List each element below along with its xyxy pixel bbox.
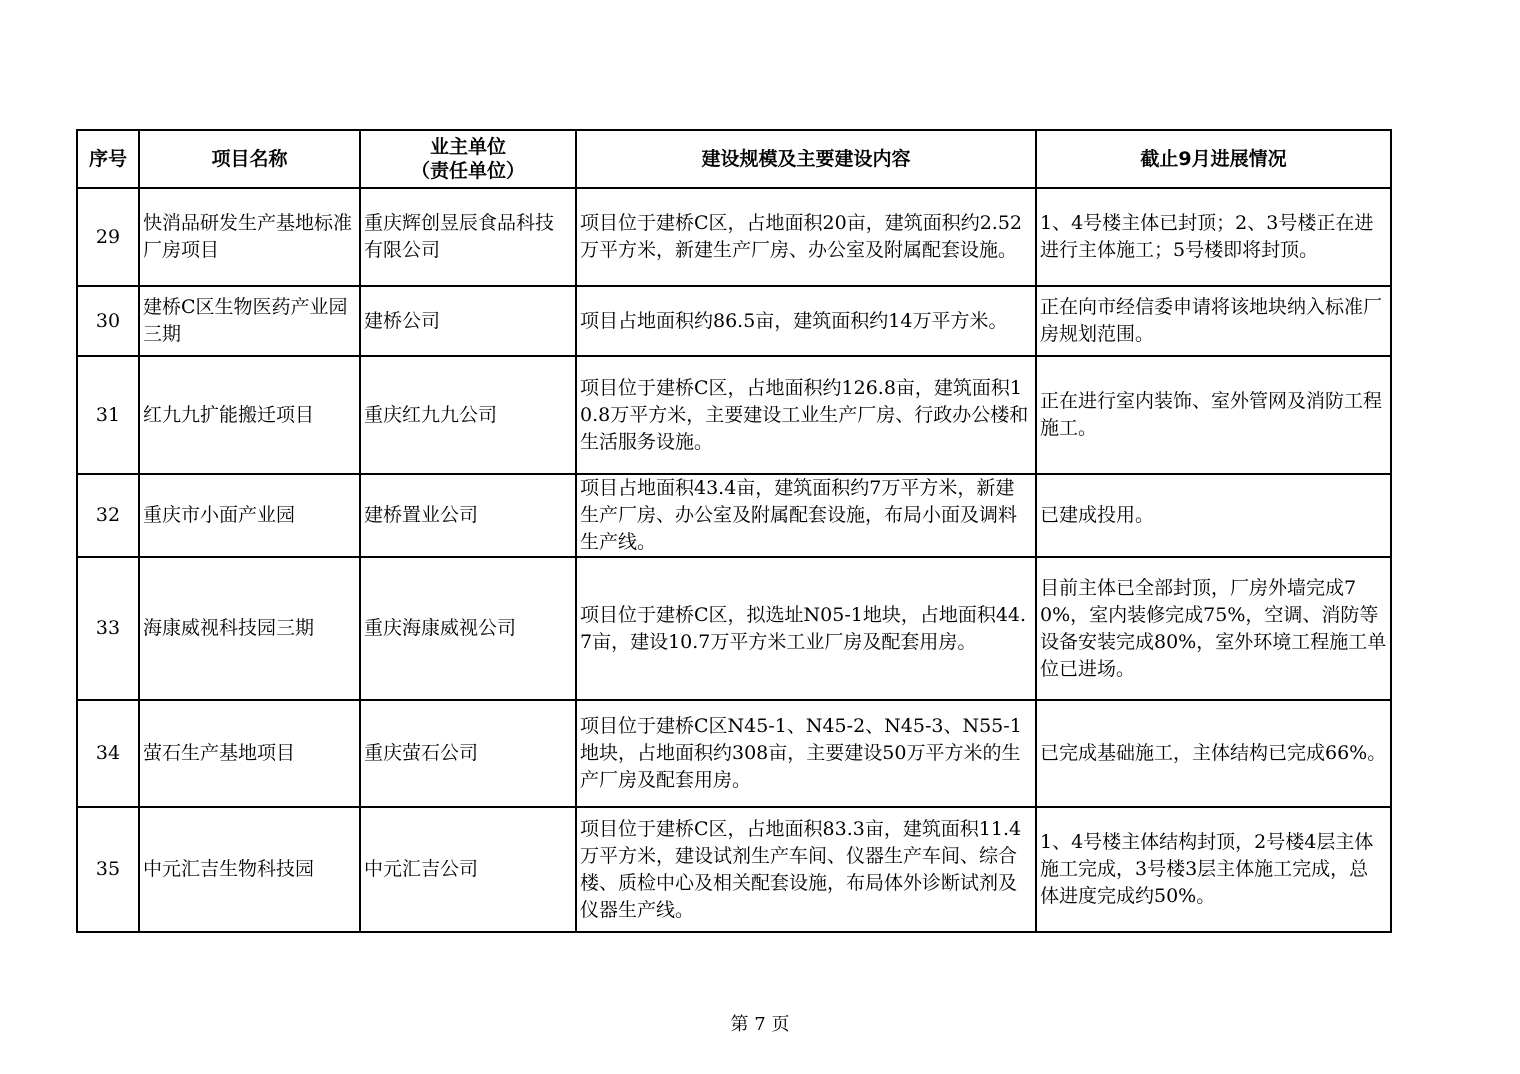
header-owner-line2: （责任单位） — [410, 160, 525, 182]
cell-scope: 项目位于建桥C区，占地面积20亩，建筑面积约2.52万平方米，新建生产厂房、办公室及附属配套设施。 — [576, 188, 1036, 286]
project-table — [76, 129, 1392, 933]
cell-seq: 31 — [77, 356, 139, 474]
cell-progress: 已完成基础施工，主体结构已完成66%。 — [1036, 700, 1391, 807]
cell-name: 建桥C区生物医药产业园三期 — [139, 286, 360, 356]
cell-name: 中元汇吉生物科技园 — [139, 807, 360, 932]
cell-name: 快消品研发生产基地标准厂房项目 — [139, 188, 360, 286]
table-row — [77, 356, 1391, 474]
cell-scope: 项目位于建桥C区，占地面积约126.8亩，建筑面积10.8万平方米，主要建设工业生产厂房、行政办公楼和生活服务设施。 — [576, 356, 1036, 474]
cell-progress: 正在进行室内装饰、室外管网及消防工程施工。 — [1036, 356, 1391, 474]
cell-seq: 35 — [77, 807, 139, 932]
header-scope: 建设规模及主要建设内容 — [576, 130, 1036, 188]
page-number: 第 7 页 — [730, 1014, 790, 1035]
cell-owner: 重庆萤石公司 — [360, 700, 576, 807]
cell-name: 重庆市小面产业园 — [139, 474, 360, 557]
cell-scope: 项目占地面积约86.5亩，建筑面积约14万平方米。 — [576, 286, 1036, 356]
table-row — [77, 286, 1391, 356]
cell-progress: 已建成投用。 — [1036, 474, 1391, 557]
cell-owner: 重庆海康威视公司 — [360, 557, 576, 700]
cell-seq: 30 — [77, 286, 139, 356]
cell-progress: 正在向市经信委申请将该地块纳入标准厂房规划范围。 — [1036, 286, 1391, 356]
header-name: 项目名称 — [139, 130, 360, 188]
cell-seq: 33 — [77, 557, 139, 700]
header-row — [77, 130, 1391, 188]
cell-owner: 建桥公司 — [360, 286, 576, 356]
table-row — [77, 807, 1391, 932]
cell-scope: 项目位于建桥C区，占地面积83.3亩，建筑面积11.4万平方米，建设试剂生产车间、仪器生产车间、综合楼、质检中心及相关配套设施，布局体外诊断试剂及仪器生产线。 — [576, 807, 1036, 932]
header-seq: 序号 — [77, 130, 139, 188]
table-row — [77, 700, 1391, 807]
cell-name: 海康威视科技园三期 — [139, 557, 360, 700]
cell-owner: 中元汇吉公司 — [360, 807, 576, 932]
table-row — [77, 557, 1391, 700]
header-progress: 截止9月进展情况 — [1036, 130, 1391, 188]
cell-seq: 34 — [77, 700, 139, 807]
table-row — [77, 188, 1391, 286]
cell-name: 红九九扩能搬迁项目 — [139, 356, 360, 474]
header-owner — [360, 130, 576, 188]
header-owner-line1: 业主单位 — [429, 136, 506, 158]
table-row — [77, 474, 1391, 557]
cell-scope: 项目位于建桥C区，拟选址N05-1地块，占地面积44.7亩，建设10.7万平方米工业厂房及配套用房。 — [576, 557, 1036, 700]
cell-owner: 重庆辉创昱辰食品科技有限公司 — [360, 188, 576, 286]
cell-progress: 1、4号楼主体已封顶；2、3号楼正在进进行主体施工；5号楼即将封顶。 — [1036, 188, 1391, 286]
cell-owner: 建桥置业公司 — [360, 474, 576, 557]
cell-name: 萤石生产基地项目 — [139, 700, 360, 807]
cell-owner: 重庆红九九公司 — [360, 356, 576, 474]
cell-progress: 1、4号楼主体结构封顶，2号楼4层主体施工完成，3号楼3层主体施工完成，总体进度完成约50%。 — [1036, 807, 1391, 932]
cell-scope: 项目占地面积43.4亩，建筑面积约7万平方米，新建生产厂房、办公室及附属配套设施，布局小面及调料生产线。 — [576, 474, 1036, 557]
cell-scope: 项目位于建桥C区N45-1、N45-2、N45-3、N55-1地块，占地面积约308亩，主要建设50万平方米的生产厂房及配套用房。 — [576, 700, 1036, 807]
cell-seq: 32 — [77, 474, 139, 557]
cell-seq: 29 — [77, 188, 139, 286]
cell-progress: 目前主体已全部封顶，厂房外墙完成70%，室内装修完成75%，空调、消防等设备安装完成80%，室外环境工程施工单位已进场。 — [1036, 557, 1391, 700]
